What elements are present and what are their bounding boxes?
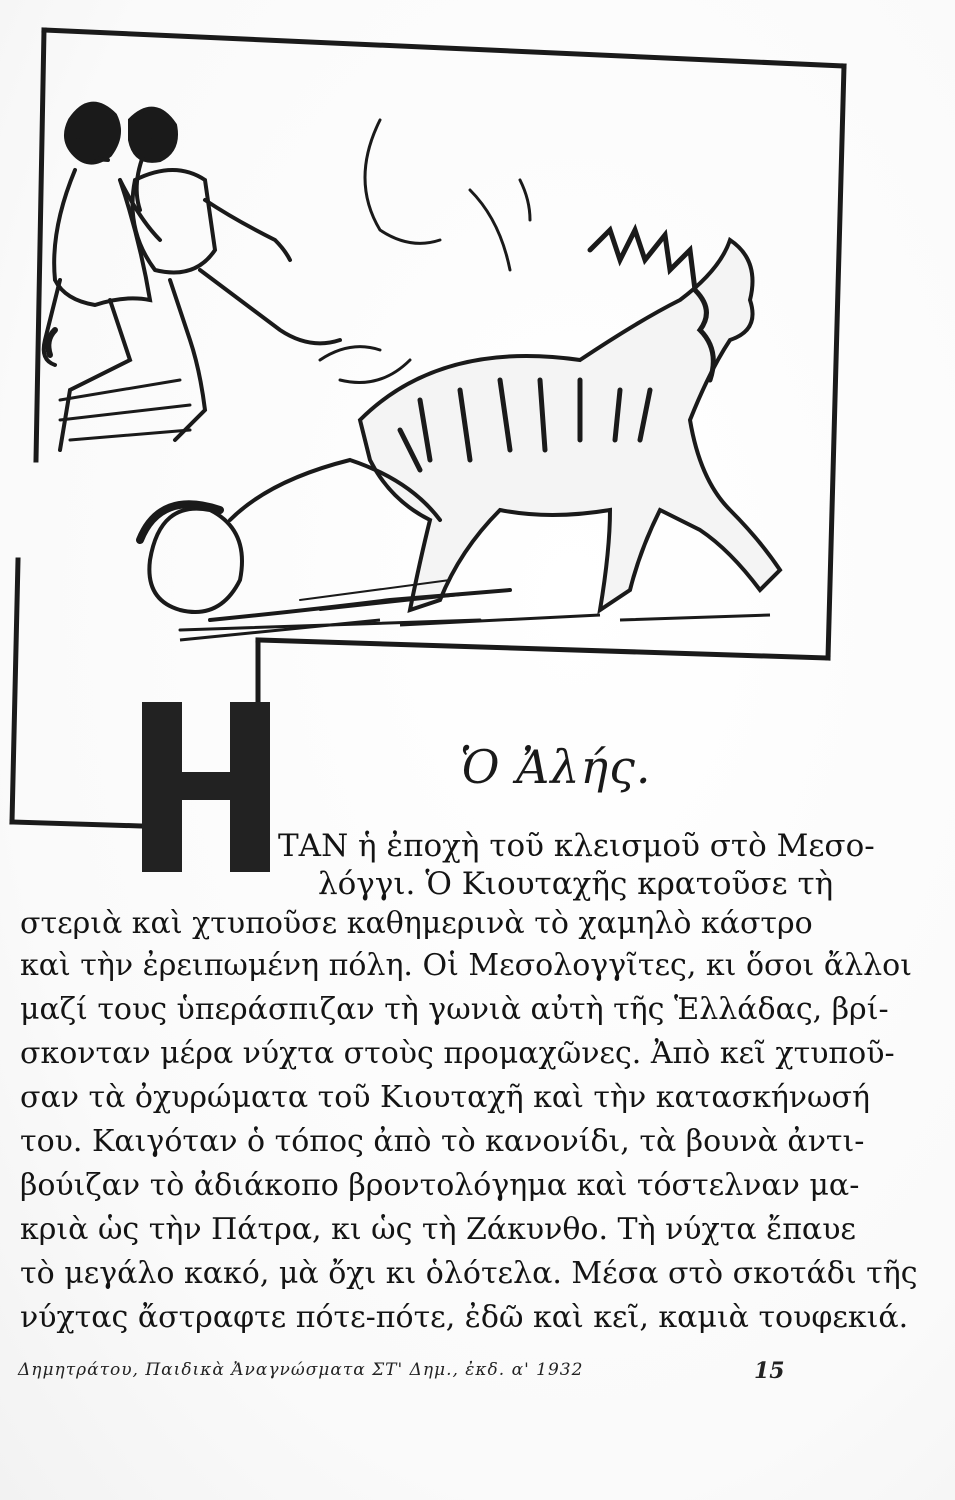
body-line: βούιζαν τὸ ἀδιάκοπο βροντολόγημα καὶ τόστελναν μα- [20,1168,860,1203]
body-line: μαζί τους ὑπεράσπιζαν τὴ γωνιὰ αὐτὴ τῆς Ἑλλάδας, βρί- [20,992,889,1027]
body-line: καὶ τὴν ἐρειπωμένη πόλη. Οἱ Μεσολογγῖτες, κι ὅσοι ἄλλοι [20,948,912,983]
body-line: κριὰ ὡς τὴν Πάτρα, κι ὡς τὴ Ζάκυνθο. Τὴ νύχτα ἔπαυε [20,1212,856,1247]
body-line: σκονταν μέρα νύχτα στοὺς προμαχῶνες. Ἀπὸ κεῖ χτυποῦ- [20,1036,895,1071]
body-line: λόγγι. Ὁ Κιουταχῆς κρατοῦσε τὴ [318,866,834,902]
page-number: 15 [754,1358,785,1384]
body-line: του. Καιγόταν ὁ τόπος ἀπὸ τὸ κανονίδι, τὰ βουνὰ ἀντι- [20,1124,865,1159]
body-line: στεριὰ καὶ χτυποῦσε καθημερινὰ τὸ χαμηλὸ κάστρο [20,906,813,941]
body-line: σαν τὰ ὀχυρώματα τοῦ Κιουταχῆ καὶ τὴν κατασκήνωσή [20,1080,870,1115]
chapter-title: Ὁ Ἀλής. [460,740,652,794]
body-line: ΤΑΝ ἡ ἐποχὴ τοῦ κλεισμοῦ στὸ Μεσο- [278,828,875,864]
body-line: τὸ μεγάλο κακό, μὰ ὄχι κι ὁλότελα. Μέσα στὸ σκοτάδι τῆς [20,1256,918,1291]
footer-citation: Δημητράτου, Παιδικὰ Ἀναγνώσματα ΣΤ' Δημ., ἐκδ. α' 1932 [18,1360,584,1380]
body-line: νύχτας ἄστραφτε πότε-πότε, ἐδῶ καὶ κεῖ, καμιὰ τουφεκιά. [20,1300,909,1335]
